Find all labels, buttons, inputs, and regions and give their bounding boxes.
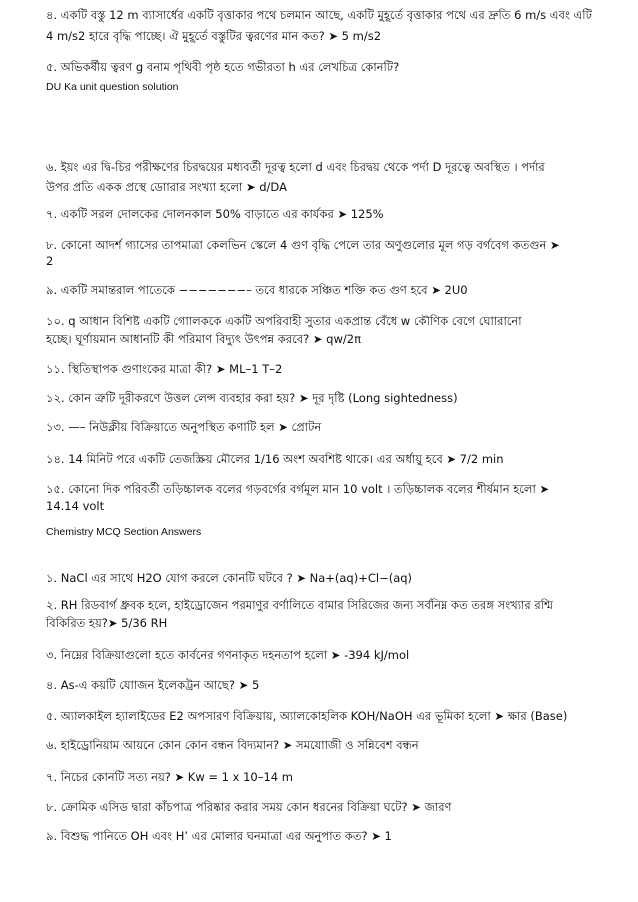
physics-q8-line2: 2: [46, 254, 54, 268]
chemistry-q1: ১. NaCl এর সাথে H2O যোগ করলে কোনটি ঘটবে ? ➤ Na+(aq)+Cl−(aq): [46, 571, 413, 585]
chemistry-q6: ৬. হাইড্রোনিয়াম আয়নে কোন কোন বন্ধন বিদ্যমান? ➤ সমযাােজী ও সন্নিবেশ বন্ধন: [46, 738, 419, 752]
physics-q11: ১১. স্থিতিস্থাপক গুণাংকের মাত্রা কী? ➤ ML–1 T–2: [46, 362, 283, 376]
physics-q10-line2: হচ্ছে। ঘূর্ণায়মান আধানটি কী পরিমাণ বিদ্যুৎ উৎপন্ন করবে? ➤ qw/2π: [46, 332, 362, 346]
physics-q13: ১৩. —– নিউক্লীয় বিক্রিয়াতে অনুপস্থিত কণাটি হল ➤ প্রোটন: [46, 420, 322, 434]
du-ka-unit-label: DU Ka unit question solution: [46, 81, 179, 93]
chemistry-q8: ৮. ক্রোমিক এসিড দ্বারা কাঁচপাত্র পরিষ্কার করার সময় কোন ধরনের বিক্রিয়া ঘটে? ➤ জারণ: [46, 800, 452, 814]
physics-q8-line1: ৮. কোনাে আদর্শ গ্যাসের তাপমাত্রা কেলভিন স্কেলে 4 গুণ বৃদ্ধি পেলে তার অণুগুলাের মূল গড় বর্গবেগ কতগুন ➤: [46, 238, 560, 252]
chemistry-q5: ৫. অ্যালকাইল হ্যালাইডের E2 অপসারণ বিক্রিয়ায়, অ্যালকোহলিক KOH/NaOH এর ভূমিকা হলাে ➤ ক্ষার (Base): [46, 709, 568, 723]
chemistry-q9: ৯. বিশুদ্ধ পানিতে OH এবং H’ এর মোলার ঘনমাত্রা এর অনুপাত কত? ➤ 1: [46, 829, 392, 843]
physics-q6-line2: উপর প্রতি একক প্রস্থে ডাােরার সংখ্যা হলাে ➤ d/DA: [46, 180, 287, 194]
physics-q15-line1: ১৫. কোনাে দিক পরিবর্তী তড়িচ্চালক বলের গড়বর্গের বর্গমূল মান 10 volt । তড়িচ্চালক বলের শীর্ষমান হলাে ➤: [46, 482, 550, 496]
physics-q12: ১২. কোন ত্রুটি দূরীকরণে উত্তল লেন্স ব্যবহার করা হয়? ➤ দূর দৃষ্টি (Long sightedness): [46, 391, 458, 405]
chemistry-q2-line1: ২. RH রিডবার্গ ধ্রুবক হলে, হাইড্রোজেন পরমাণুর বর্ণালিতে বামার সিরিজের জন্য সর্বনিম্ন কত তরঙ্গ সংখ্যার রশ্মি: [46, 598, 553, 612]
physics-q14: ১৪. 14 মিনিট পরে একটি তেজস্ক্রিয় মৌলের 1/16 অংশ অবশিষ্ট থাকে। এর অর্ধায়ু হবে ➤ 7/2 min: [46, 452, 504, 466]
chemistry-section-heading: Chemistry MCQ Section Answers: [46, 526, 202, 538]
physics-q7: ৭. একটি সরল দোলকের দোলনকাল 50% বাড়াতে এর কার্যকর ➤ 125%: [46, 207, 384, 221]
chemistry-q4: ৪. As-এ কয়টি যাােজন ইলেকট্রন আছে? ➤ 5: [46, 678, 260, 692]
physics-q5: ৫. অভিকর্ষীয় ত্বরণ g বনাম পৃথিবী পৃষ্ঠ হতে গভীরতা h এর লেখচিত্র কোনটি?: [46, 60, 400, 74]
physics-q4-line1: ৪. একটি বস্তু 12 m ব্যাসার্ধের একটি বৃত্তাকার পথে চলমান আছে, একটি মুহূর্তে বৃত্তাকার পথে এর দ্রুতি 6 m/s এবং এটি: [46, 8, 592, 22]
physics-q9: ৯. একটি সমান্তরাল পাতেকে −−−−−−−– তবে ধারকে সঞ্চিত শক্তি কত গুণ হবে ➤ 2U0: [46, 283, 468, 297]
physics-q6-line1: ৬. ইয়ং এর দ্বি-চির পরীক্ষণের চিরদ্বয়ের মধ্যবর্তী দূরত্ব হলাে d এবং চিরদ্বয় থেকে পর্দা D দূরত্বে অবস্থিত । পর্দার: [46, 160, 545, 174]
chemistry-q3: ৩. নিম্নের বিক্রিয়াগুলাে হতে কার্বনের গণনাকৃত দহনতাপ হলাে ➤ -394 kJ/mol: [46, 648, 410, 662]
chemistry-q7: ৭. নিচের কোনটি সত্য নয়? ➤ Kw = 1 x 10–14 m: [46, 770, 293, 784]
physics-q4-line2: 4 m/s2 হারে বৃদ্ধি পাচ্ছে। ঐ মুহূর্তে বস্তুটির ত্বরণের মান কত? ➤ 5 m/s2: [46, 29, 382, 43]
physics-q10-line1: ১০. q আধান বিশিষ্ট একটি গাােলককে একটি অপরিবাহী সুতার একপ্রান্ত বেঁধে w কৌণিক বেগে ঘাােরানাে: [46, 314, 522, 328]
physics-q15-line2: 14.14 volt: [46, 499, 105, 513]
chemistry-q2-line2: বিকিরিত হয়?➤ 5/36 RH: [46, 616, 168, 630]
